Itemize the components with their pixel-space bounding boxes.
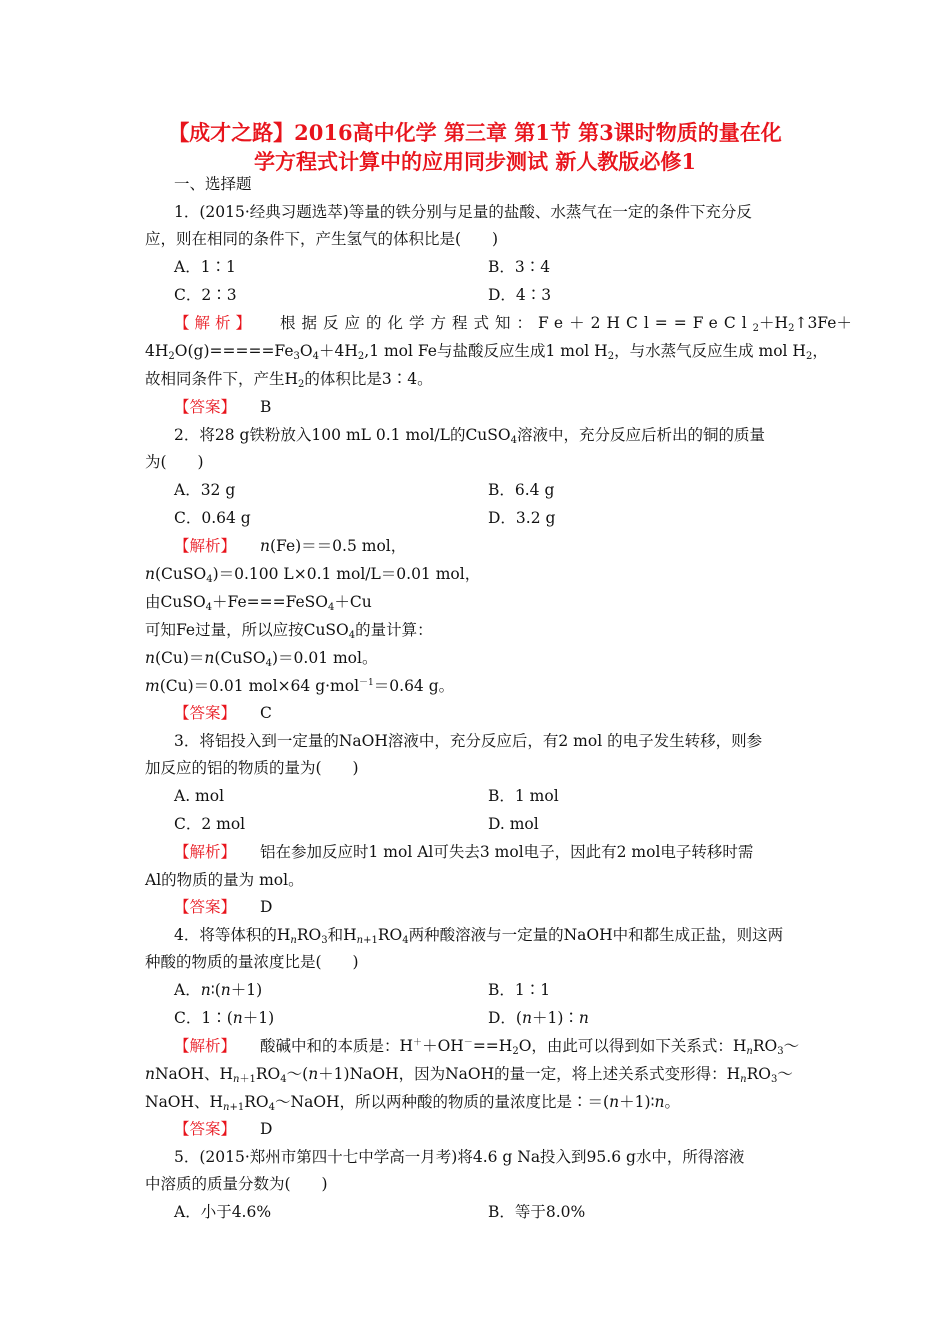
analysis-label: 【解析】 <box>174 537 237 555</box>
answer-label: 【答案】 <box>174 898 237 916</box>
q1-analysis-line-1: 【解析】 根据反应的化学方程式知：$Fe+2HCl==FeCl_2+H_2↑3Fe+$ <box>174 314 852 334</box>
q4-option-d: D．(n＋1)∶n <box>488 1009 589 1027</box>
q1-option-c: C．2∶3 <box>174 286 237 304</box>
title-line-1: 【成才之路】2016高中化学 第三章 第1节 第3课时物质的量在化 <box>168 120 782 145</box>
analysis-label: 【解析】 <box>174 1037 237 1055</box>
q4-analysis-line-3: NaOH、$H_{n+1}RO_4\sim NaOH$，所以两种酸的物质的量浓度比是∶＝(n＋1)∶n。 <box>145 1093 681 1113</box>
q2-analysis-line-2: n(CuSO$_4$)＝0.100 L×0.1 mol/L＝0.01 mol， <box>145 565 481 585</box>
q1-stem-line-1: 1．(2015·经典习题选萃)等量的铁分别与足量的盐酸、水蒸气在一定的条件下充分反 <box>174 203 752 221</box>
q5-option-b: B．等于8.0% <box>488 1203 586 1221</box>
q3-option-a: A. mol <box>174 787 225 805</box>
document-title <box>120 118 830 176</box>
answer-label: 【答案】 <box>174 1120 237 1138</box>
q1-option-d: D．4∶3 <box>488 286 552 304</box>
q4-analysis-line-1: 【解析】 酸碱中和的本质是：$H^++OH^-==H_2O$，由此可以得到如下关系式：$H_nRO_3\sim$ <box>174 1037 800 1057</box>
q3-analysis-line-1: 【解析】 铝在参加反应时1 mol Al可失去3 mol电子，因此有2 mol电子转移时需 <box>174 843 754 861</box>
q5-stem-line-1: 5．(2015·郑州市第四十七中学高一月考)将4.6 g Na投入到95.6 g水中，所得溶液 <box>174 1148 745 1166</box>
q3-answer: 【答案】 D <box>174 898 273 916</box>
q4-option-b: B．1∶1 <box>488 981 551 999</box>
q1-answer: 【答案】 B <box>174 398 272 416</box>
q1-stem-line-2: 应，则在相同的条件下，产生氢气的体积比是( ) <box>145 230 499 248</box>
q3-option-c: C．2 mol <box>174 815 246 833</box>
q4-option-a: A．n∶(n＋1) <box>174 981 263 999</box>
q2-option-c: C．0.64 g <box>174 509 251 527</box>
analysis-label: 【解析】 <box>174 314 257 332</box>
q4-answer: 【答案】 D <box>174 1120 273 1138</box>
q4-stem-line-2: 种酸的物质的量浓度比是( ) <box>145 953 359 971</box>
q2-analysis-line-6: m(Cu)＝0.01 mol×64 g·mol$^{-1}$＝0.64 g。 <box>145 677 455 695</box>
q2-answer: 【答案】 C <box>174 704 272 722</box>
q3-stem-line-2: 加反应的铝的物质的量为( ) <box>145 759 359 777</box>
q2-option-b: B．6.4 g <box>488 481 555 499</box>
q4-option-c: C．1∶(n＋1) <box>174 1009 275 1027</box>
q2-analysis-line-4: 可知Fe过量，所以应按CuSO$_4$的量计算： <box>145 621 433 641</box>
q2-stem-line-2: 为( ) <box>145 453 204 471</box>
q2-analysis-line-1: 【解析】 n(Fe)＝＝0.5 mol， <box>174 537 407 555</box>
q4-stem-line-1: 4．将等体积的$H_nRO_3$和$H_{n+1}RO_4$两种酸溶液与一定量的NaOH中和都生成正盐，则这两 <box>174 926 784 946</box>
q4-analysis-line-2: nNaOH、$H_{n+1}RO_4\sim(n+1)NaOH$，因为NaOH的量一定，将上述关系式变形得：$H_nRO_3\sim$ <box>145 1065 793 1085</box>
q2-analysis-line-5: n(Cu)＝n(CuSO$_4$)＝0.01 mol。 <box>145 649 378 669</box>
analysis-label: 【解析】 <box>174 843 237 861</box>
q2-stem-line-1: 2．将28 g铁粉放入100 mL 0.1 mol/L的CuSO$_4$溶液中，充分反应后析出的铜的质量 <box>174 426 766 446</box>
q1-analysis-line-3: 故相同条件下，产生$H_2$的体积比是3∶4。 <box>145 370 433 390</box>
q1-option-a: A．1∶1 <box>174 258 236 276</box>
q3-option-b: B．1 mol <box>488 787 559 805</box>
q1-option-b: B．3∶4 <box>488 258 551 276</box>
q5-stem-line-2: 中溶质的质量分数为( ) <box>145 1175 328 1193</box>
section-heading: 一、选择题 <box>174 175 252 193</box>
q3-stem-line-1: 3．将铝投入到一定量的NaOH溶液中，充分反应后，有2 mol 的电子发生转移，则参 <box>174 732 763 750</box>
q2-option-d: D．3.2 g <box>488 509 556 527</box>
q1-analysis-line-2: $4H_2O(g)=====Fe_3O_4+4H_2,1$ mol Fe与盐酸反应生成1 mol $H_2$，与水蒸气反应生成 mol $H_2$， <box>145 342 828 362</box>
title-line-2: 学方程式计算中的应用同步测试 新人教版必修1 <box>254 149 696 174</box>
q3-option-d: D. mol <box>488 815 539 833</box>
q2-option-a: A．32 g <box>174 481 236 499</box>
q2-analysis-line-3: 由CuSO$_4$＋Fe===FeSO$_4$＋Cu <box>145 593 372 613</box>
q3-analysis-line-2: Al的物质的量为 mol。 <box>145 871 304 889</box>
answer-label: 【答案】 <box>174 704 237 722</box>
answer-label: 【答案】 <box>174 398 237 416</box>
q5-option-a: A．小于4.6% <box>174 1203 272 1221</box>
